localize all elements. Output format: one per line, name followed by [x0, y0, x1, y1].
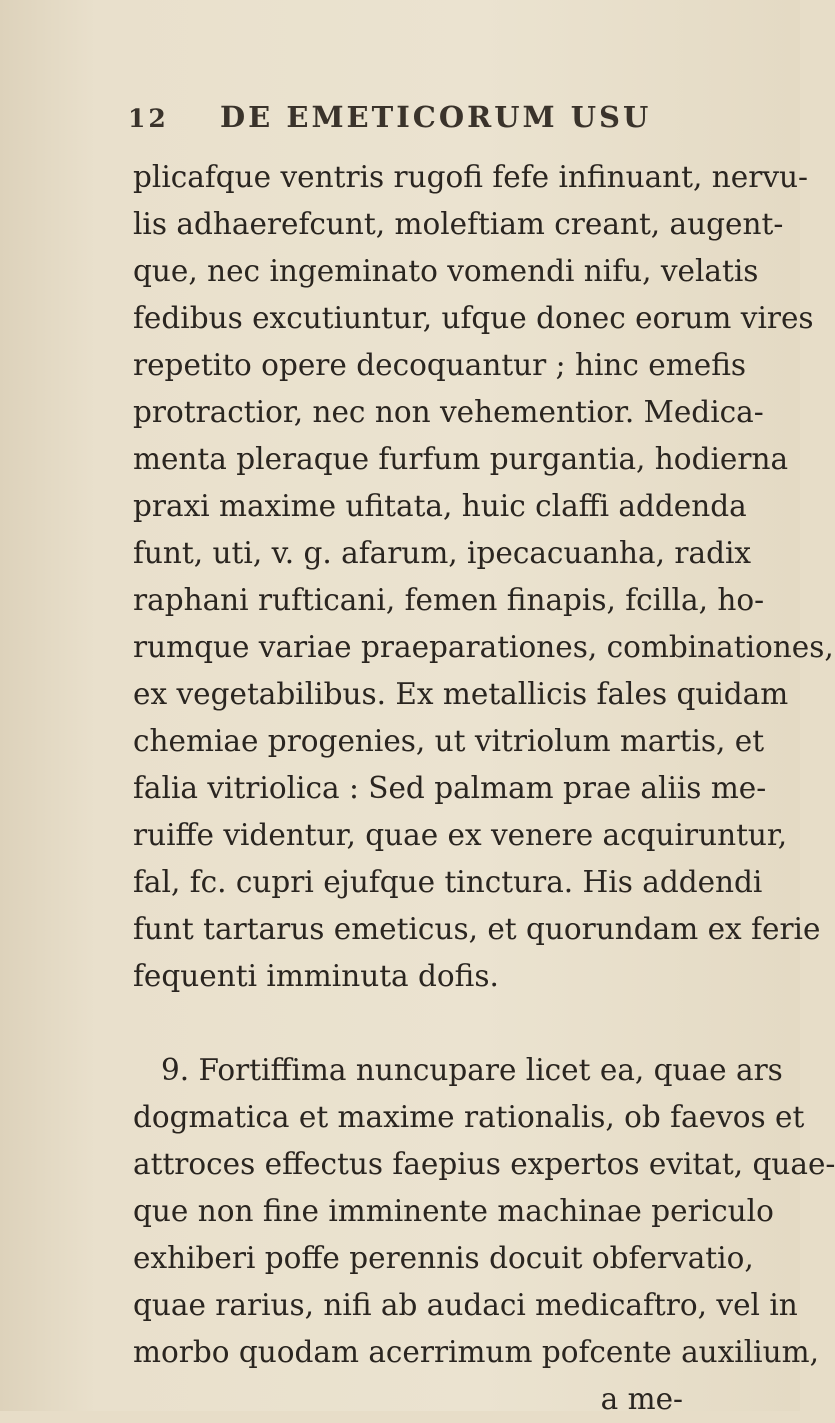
text-line: raphani rufticani, femen finapis, fcilla, ho- — [133, 583, 765, 617]
text-line: que non fine imminente machinae periculo — [133, 1194, 774, 1228]
text-line: dogmatica et maxime rationalis, ob faevos et — [133, 1100, 805, 1134]
body-text — [133, 154, 835, 1423]
text-line: plicafque ventris rugofi fefe infinuant, nervu- — [133, 160, 808, 194]
text-line: rumque variae praeparationes, combinationes, — [133, 630, 834, 664]
text-line: quae rarius, nifi ab audaci medicaftro, vel in — [133, 1288, 798, 1322]
text-line: que, nec ingeminato vomendi nifu, velatis — [133, 254, 759, 288]
paragraph-gap — [133, 1000, 728, 1047]
text-line: attroces effectus faepius expertos evitat, quae- — [133, 1147, 835, 1181]
text-line: 9. Fortiffima nuncupare licet ea, quae ars — [161, 1053, 783, 1087]
text-line: exhiberi poffe perennis docuit obfervatio, — [133, 1241, 754, 1275]
text-line: menta pleraque furfum purgantia, hodierna — [133, 442, 789, 476]
catchword: a me- — [600, 1382, 683, 1416]
paragraph-2 — [133, 1047, 835, 1376]
text-line: repetito opere decoquantur ; hinc emefis — [133, 348, 747, 382]
text-line: fedibus excutiuntur, ufque donec eorum vires — [133, 301, 814, 335]
text-line: funt, uti, v. g. afarum, ipecacuanha, radix — [133, 536, 752, 570]
paragraph-1 — [133, 154, 834, 1000]
text-line: praxi maxime ufitata, huic claffi addenda — [133, 489, 747, 523]
text-line: lis adhaerefcunt, moleftiam creant, augent- — [133, 207, 784, 241]
text-line: fequenti imminuta dofis. — [133, 959, 499, 993]
text-line: funt tartarus emeticus, et quorundam ex ferie — [133, 912, 821, 946]
text-line: chemiae progenies, ut vitriolum martis, et — [133, 724, 765, 758]
text-line: falia vitriolica : Sed palmam prae aliis me- — [133, 771, 767, 805]
text-line: ruiffe videntur, quae ex venere acquiruntur, — [133, 818, 788, 852]
page-number: 12 — [128, 104, 169, 133]
text-line: morbo quodam acerrimum pofcente auxilium, — [133, 1335, 819, 1369]
text-line: fal, fc. cupri ejufque tinctura. His addendi — [133, 865, 763, 899]
running-title: DE EMETICORUM USU — [220, 100, 652, 134]
running-header — [128, 100, 748, 134]
text-line: ex vegetabilibus. Ex metallicis fales quidam — [133, 677, 789, 711]
text-line: protractior, nec non vehementior. Medica- — [133, 395, 764, 429]
